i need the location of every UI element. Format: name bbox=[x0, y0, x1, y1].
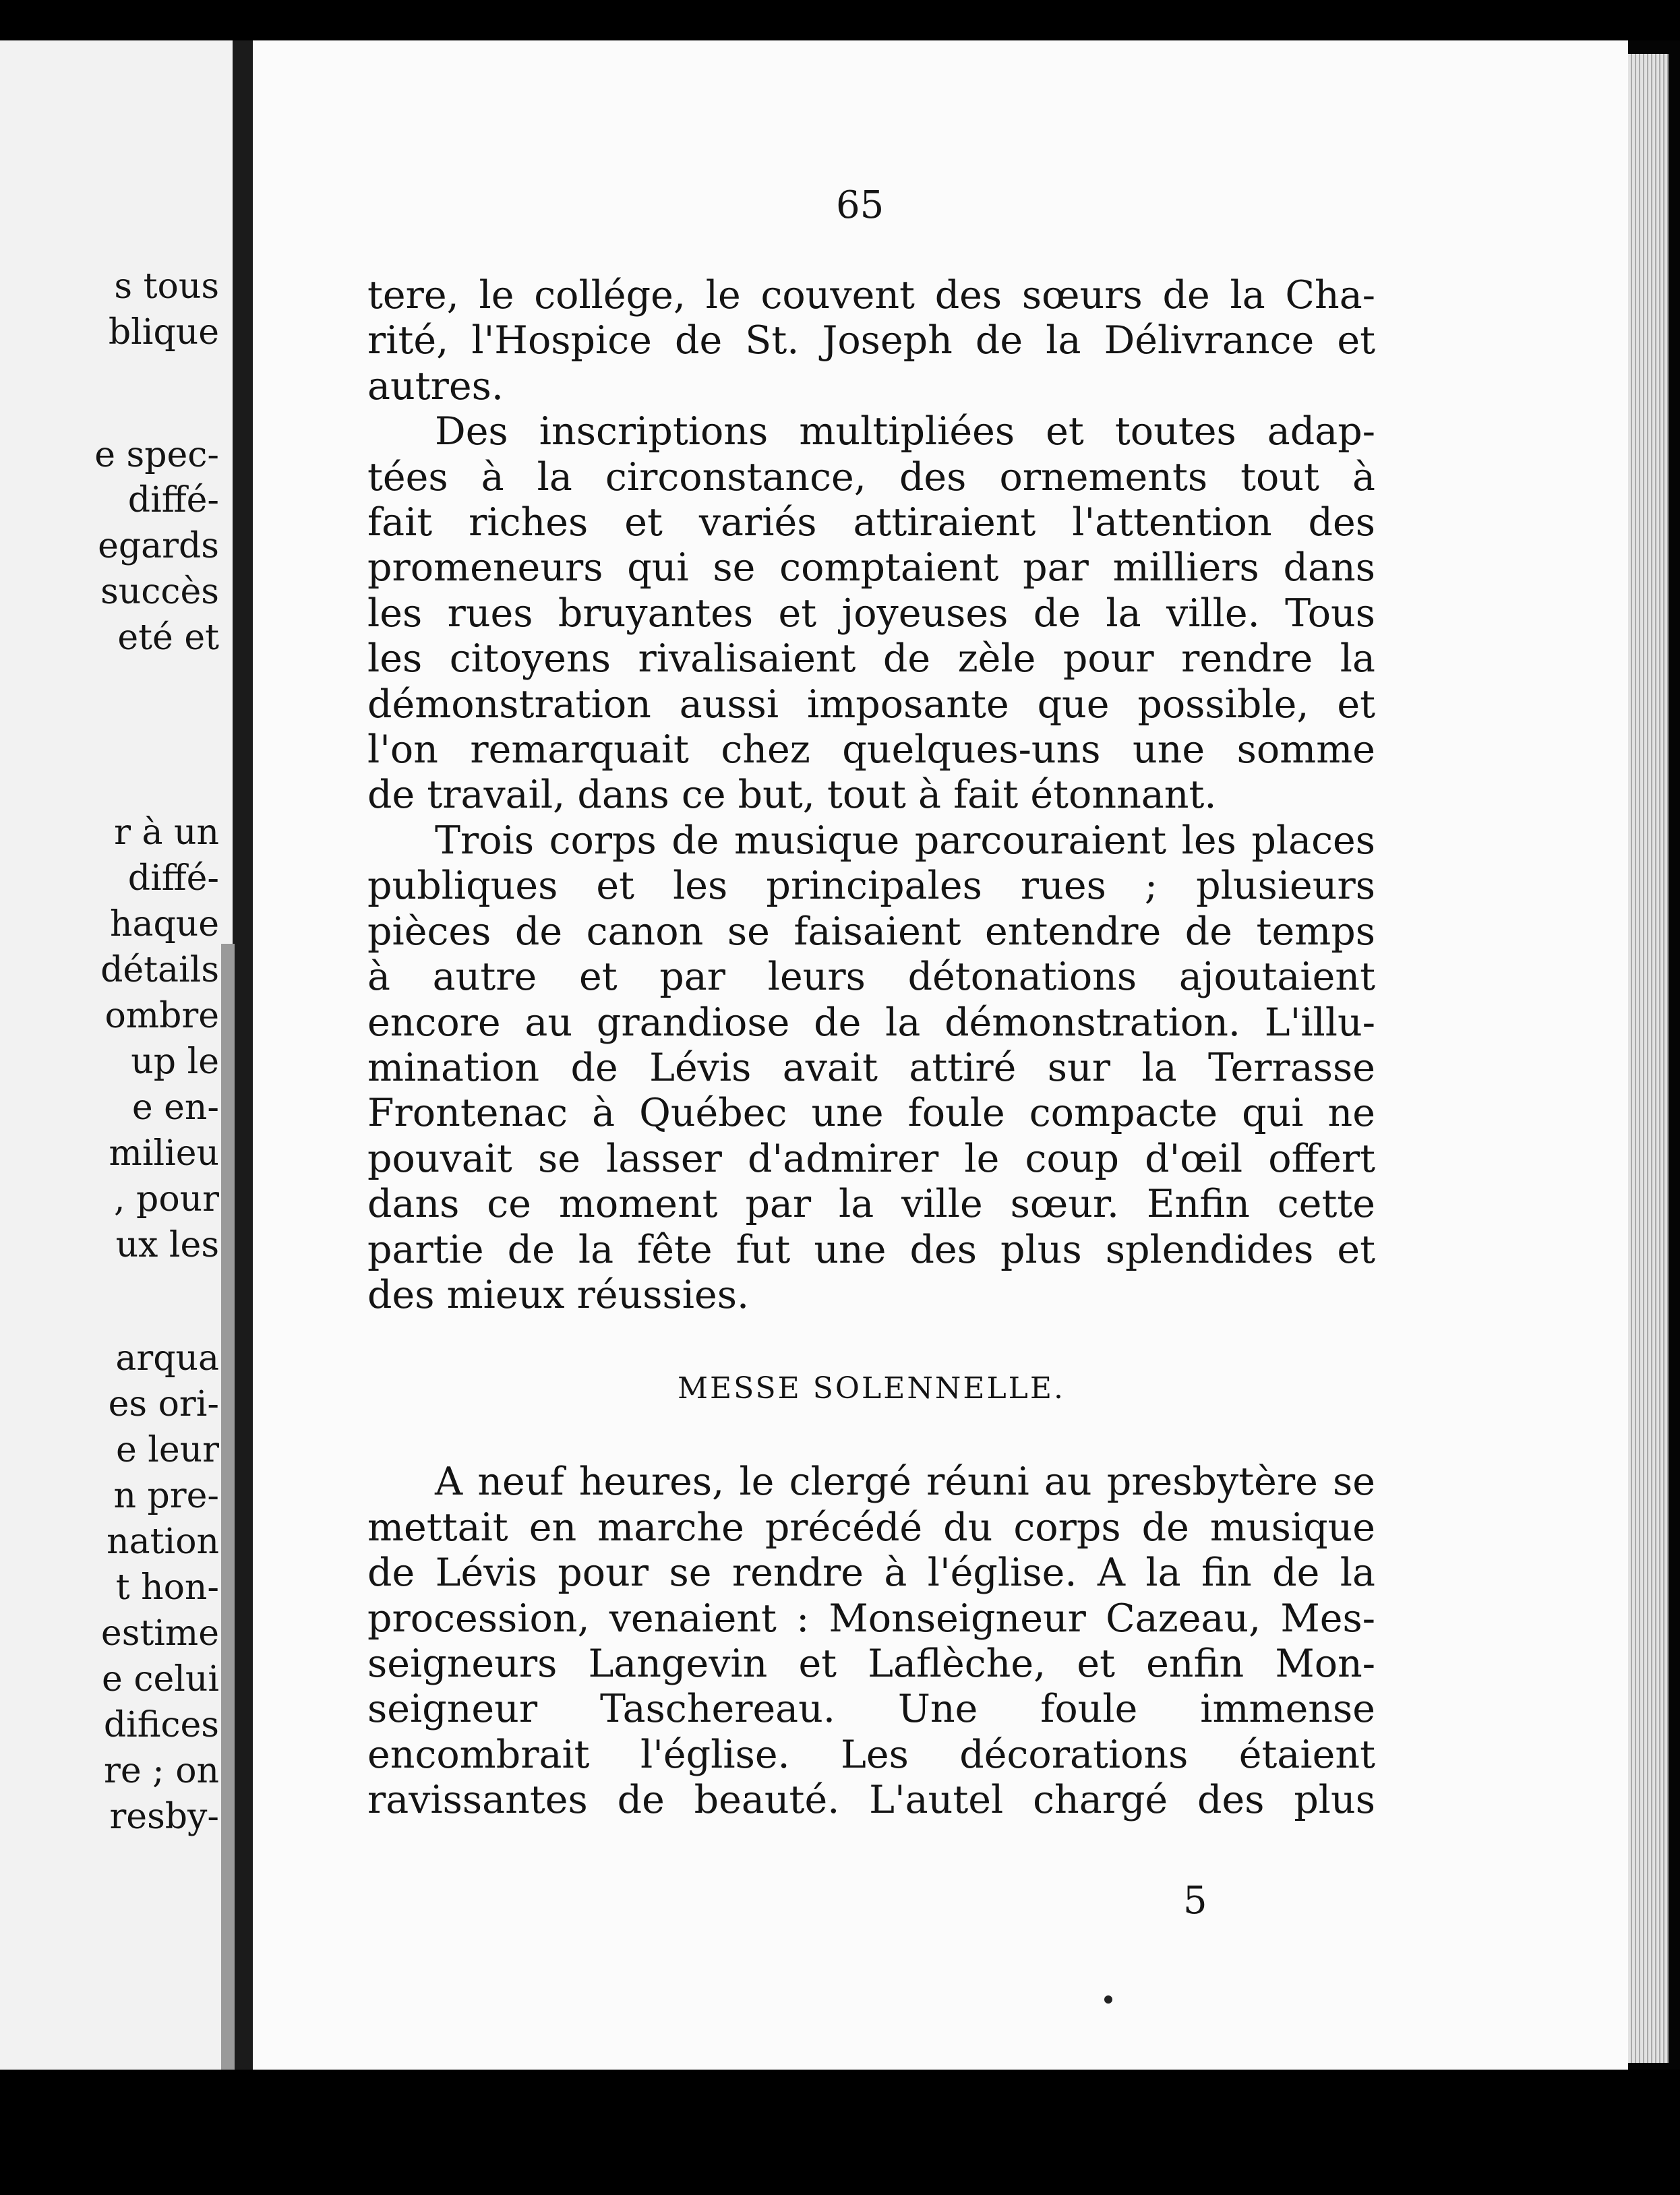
text-line: encombrait l'église. Les décorations étaient bbox=[367, 1732, 1375, 1777]
text-line: Des inscriptions multipliées et toutes adap- bbox=[435, 409, 1375, 454]
left-page-line: up le bbox=[131, 1042, 219, 1082]
left-page-line: e celui bbox=[102, 1659, 219, 1700]
text-line: procession, venaient : Monseigneur Cazeau, Mes- bbox=[367, 1596, 1375, 1641]
text-line: des mieux réussies. bbox=[367, 1272, 750, 1317]
text-line: ravissantes de beauté. L'autel chargé des plus bbox=[367, 1778, 1375, 1823]
scan-top-border bbox=[0, 0, 1680, 40]
paragraph-1 bbox=[367, 273, 1375, 409]
ink-speck bbox=[1104, 1995, 1112, 2004]
text-line: fait riches et variés attiraient l'attention des bbox=[367, 500, 1375, 545]
left-page-line: arqua bbox=[115, 1338, 219, 1379]
text-line: Frontenac à Québec une foule compacte qui ne bbox=[367, 1091, 1375, 1136]
left-page-line: , pour bbox=[114, 1179, 219, 1220]
spine-edge bbox=[221, 944, 235, 2070]
left-page-line: succès bbox=[100, 572, 219, 612]
left-page bbox=[0, 40, 233, 2070]
left-page-line: ombre bbox=[104, 996, 219, 1036]
left-page-line: diffé- bbox=[127, 480, 219, 520]
left-page-line: es ori- bbox=[108, 1384, 219, 1424]
page-number: 65 bbox=[836, 183, 884, 227]
text-line: les rues bruyantes et joyeuses de la ville. Tous bbox=[367, 591, 1375, 636]
page-body bbox=[367, 273, 1375, 1824]
left-page-line: blique bbox=[108, 312, 219, 353]
left-page-line: egards bbox=[98, 526, 219, 566]
left-page-line: eté et bbox=[117, 618, 219, 658]
page-edges bbox=[1628, 54, 1669, 2063]
paragraph-2 bbox=[367, 409, 1375, 818]
text-line: tere, le collége, le couvent des sœurs de la Cha- bbox=[367, 273, 1375, 318]
text-line: promeneurs qui se comptaient par milliers dans bbox=[367, 545, 1375, 591]
text-line: dans ce moment par la ville sœur. Enfin cette bbox=[367, 1182, 1375, 1227]
text-line: l'on remarquait chez quelques-uns une somme bbox=[367, 727, 1375, 773]
left-page-line: nation bbox=[107, 1522, 219, 1562]
paragraph-3 bbox=[367, 818, 1375, 1318]
left-page-line: e leur bbox=[115, 1430, 219, 1470]
signature-mark: 5 bbox=[1183, 1879, 1207, 1923]
book-spine bbox=[233, 40, 253, 2070]
text-line: seigneurs Langevin et Laflèche, et enfin Mon- bbox=[367, 1641, 1375, 1686]
text-line: de travail, dans ce but, tout à fait étonnant. bbox=[367, 773, 1217, 818]
text-line: mettait en marche précédé du corps de musique bbox=[367, 1505, 1375, 1550]
left-page-line: ux les bbox=[115, 1225, 219, 1265]
left-page-line: milieu bbox=[109, 1133, 219, 1174]
text-line: encore au grandiose de la démonstration. L'illu- bbox=[367, 1000, 1375, 1045]
left-page-line: t hon- bbox=[115, 1567, 219, 1608]
left-page-line: détails bbox=[100, 950, 219, 990]
text-line: autres. bbox=[367, 363, 504, 409]
left-page-line: e en- bbox=[131, 1087, 219, 1128]
text-line: Trois corps de musique parcouraient les places bbox=[435, 818, 1375, 863]
text-line: démonstration aussi imposante que possible, et bbox=[367, 682, 1375, 727]
left-page-line: r à un bbox=[114, 812, 219, 853]
text-line: de Lévis pour se rendre à l'église. A la fin de la bbox=[367, 1551, 1375, 1596]
left-page-line: diffé- bbox=[127, 858, 219, 899]
left-page-line: resby- bbox=[109, 1797, 219, 1837]
text-line: rité, l'Hospice de St. Joseph de la Délivrance et bbox=[367, 318, 1375, 363]
left-page-line: s tous bbox=[114, 266, 219, 307]
left-page-line: estime bbox=[100, 1613, 219, 1654]
text-line: pouvait se lasser d'admirer le coup d'œil offert bbox=[367, 1136, 1375, 1181]
left-page-line: difices bbox=[103, 1705, 219, 1745]
text-line: partie de la fête fut une des plus splendides et bbox=[367, 1227, 1375, 1272]
scan-bottom-border bbox=[0, 2070, 1680, 2195]
text-line: à autre et par leurs détonations ajoutaient bbox=[367, 955, 1375, 1000]
text-line: tées à la circonstance, des ornements tout à bbox=[367, 454, 1375, 500]
left-page-line: n pre- bbox=[113, 1476, 219, 1516]
left-page-line: haque bbox=[109, 904, 219, 944]
left-page-line: re ; on bbox=[103, 1751, 219, 1791]
text-line: pièces de canon se faisaient entendre de temps bbox=[367, 909, 1375, 954]
text-line: seigneur Taschereau. Une foule immense bbox=[367, 1687, 1375, 1732]
text-line: les citoyens rivalisaient de zèle pour rendre la bbox=[367, 636, 1375, 682]
text-line: A neuf heures, le clergé réuni au presbytère se bbox=[435, 1460, 1375, 1505]
section-heading: MESSE SOLENNELLE. bbox=[677, 1371, 1065, 1406]
text-line: mination de Lévis avait attiré sur la Terrasse bbox=[367, 1045, 1375, 1090]
paragraph-4 bbox=[367, 1460, 1375, 1823]
text-line: publiques et les principales rues ; plusieurs bbox=[367, 864, 1375, 909]
left-page-line: e spec- bbox=[94, 435, 219, 475]
